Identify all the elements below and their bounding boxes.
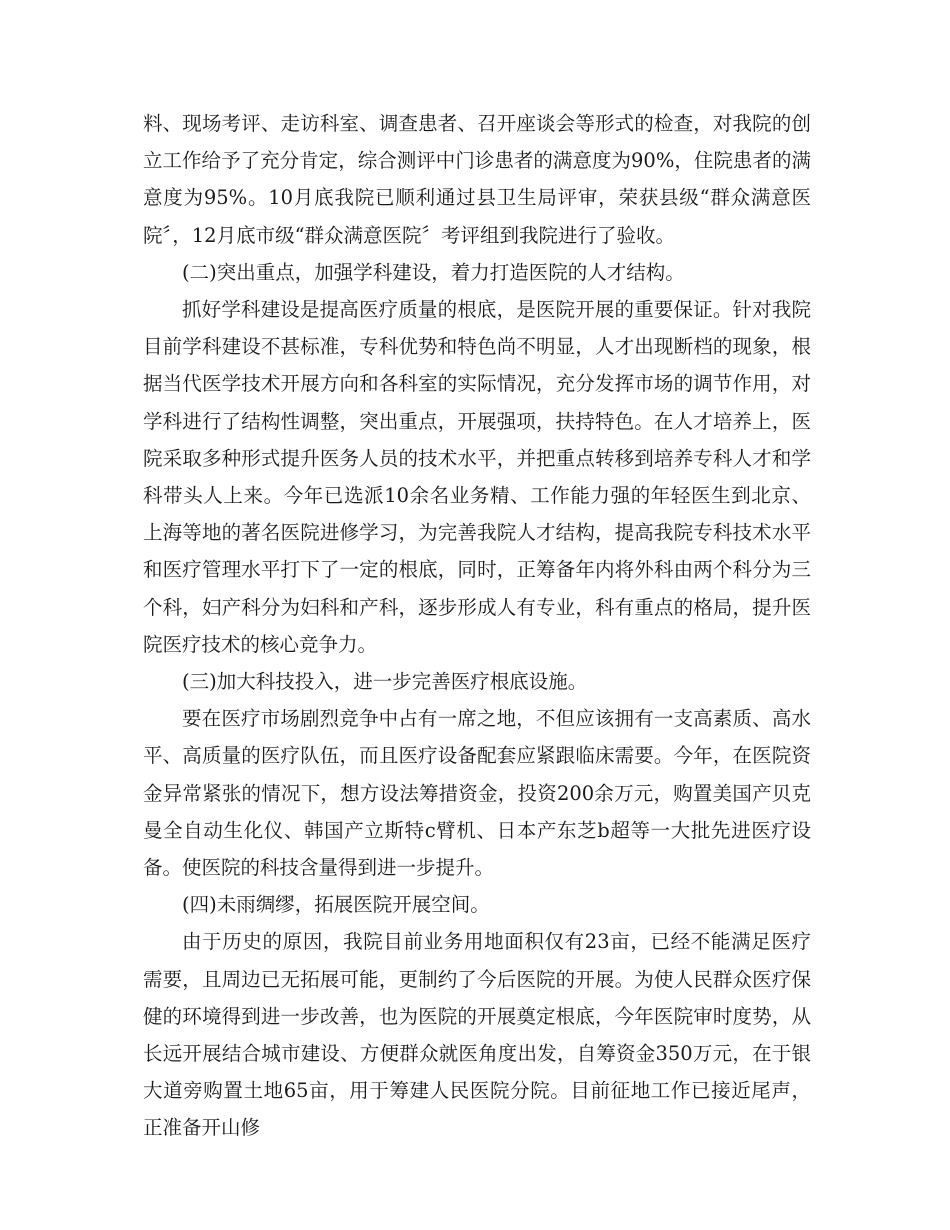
paragraph-land-expansion: 由于历史的原因，我院目前业务用地面积仅有23亩，已经不能满足医疗需要，且周边已无拓展可能，更制约了今后医院的开展。为使人民群众医疗保健的环境得到进一步改善，也为医院的开展奠定根底，今年医院审时度势，从长远开展结合城市建设、方便群众就医角度出发，自筹资金350万元，在于银大道旁购置土地65亩，用于筹建人民医院分院。目前征地工作已接近尾声，正准备开山修 — [143, 930, 811, 1140]
paragraph-discipline-building: 抓好学科建设是提高医疗质量的根底，是医院开展的重要保证。针对我院目前学科建设不甚标准，专科优势和特色尚不明显，人才出现断档的现象，根据当代医学技术开展方向和各科室的实际情况，充分发挥市场的调节作用，对学科进行了结构性调整，突出重点，开展强项，扶持特色。在人才培养上，医院采取多种形式提升医务人员的技术水平，并把重点转移到培养专科人才和学科带头人上来。今年已选派10余名业务精、工作能力强的年轻医生到北京、上海等地的著名医院进修学习，为完善我院人才结构，提高我院专科技术水平和医疗管理水平打下了一定的根底，同时，正筹备年内将外科由两个科分为三个科，妇产科分为妇科和产科，逐步形成人有专业，科有重点的格局，提升医院医疗技术的核心竞争力。 — [143, 298, 811, 656]
paragraph-equipment-investment: 要在医疗市场剧烈竞争中占有一席之地，不但应该拥有一支高素质、高水平、高质量的医疗队伍，而且医疗设备配套应紧跟临床需要。今年，在医院资金异常紧张的情况下，想方设法筹措资金，投资200余万元，购置美国产贝克曼全自动生化仪、韩国产立斯特c臂机、日本产东芝b超等一大批先进医疗设备。使医院的科技含量得到进一步提升。 — [143, 707, 811, 880]
paragraph-continuation: 料、现场考评、走访科室、调查患者、召开座谈会等形式的检查，对我院的创立工作给予了充分肯定，综合测评中门诊患者的满意度为90%，住院患者的满意度为95%。10月底我院已顺利通过县卫生局评审，荣获县级“群众满意医院〞，12月底市级“群众满意医院〞考评组到我院进行了验收。 — [143, 112, 811, 247]
section-heading-4: (四)未雨绸缪，拓展医院开展空间。 — [182, 893, 490, 917]
section-heading-3: (三)加大科技投入，进一步完善医疗根底设施。 — [182, 670, 588, 694]
document-body — [143, 105, 811, 1147]
section-heading-2: (二)突出重点，加强学科建设，着力打造医院的人才结构。 — [182, 260, 685, 284]
